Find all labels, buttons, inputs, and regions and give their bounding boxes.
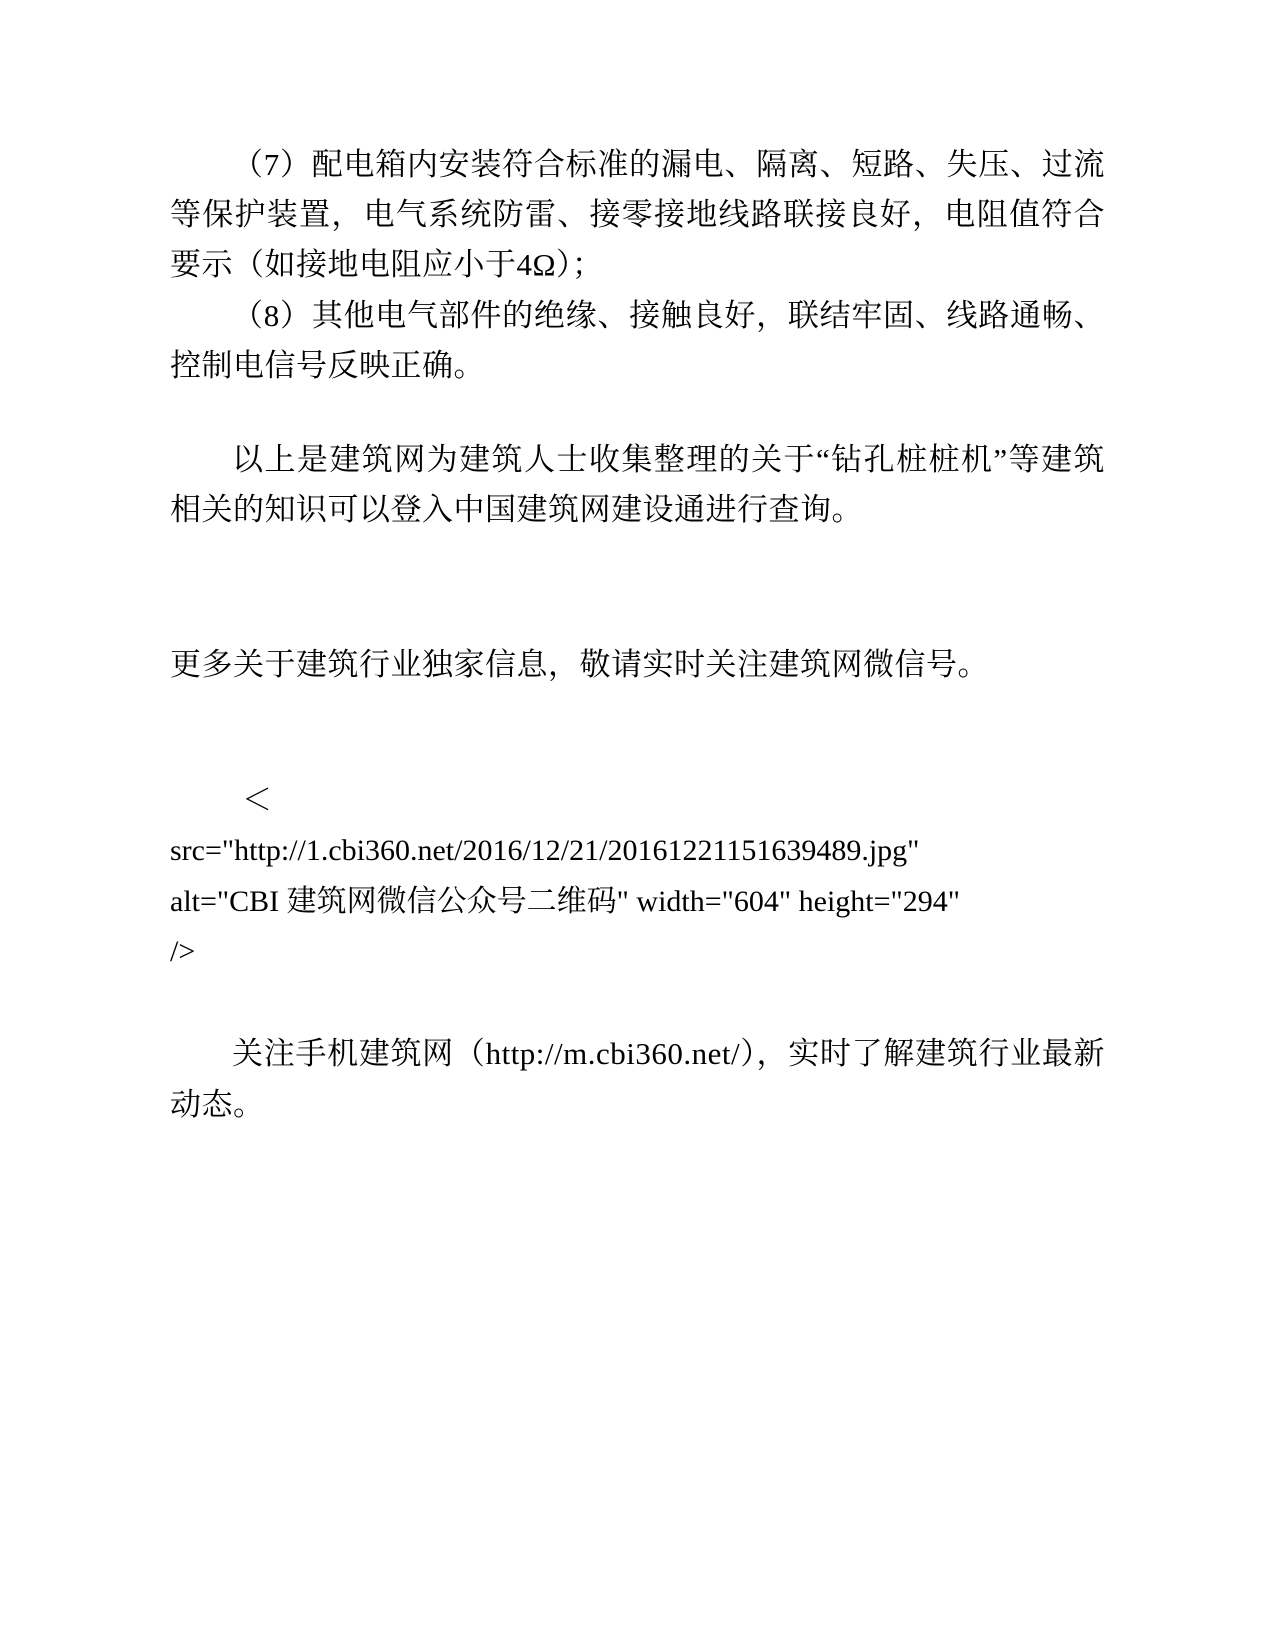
- code-line-3: alt="CBI 建筑网微信公众号二维码" width="604" height="294": [170, 884, 961, 918]
- code-line-4: />: [170, 934, 196, 968]
- paragraph-summary: 以上是建筑网为建筑人士收集整理的关于“钻孔桩桩机”等建筑相关的知识可以登入中国建筑网建设通进行查询。: [170, 442, 1105, 528]
- paragraph-item-7: （7）配电箱内安装符合标准的漏电、隔离、短路、失压、过流等保护装置，电气系统防雷、接零接地线路联接良好，电阻值符合要示（如接地电阻应小于4Ω）；: [170, 147, 1105, 283]
- paragraph-item-8: （8）其他电气部件的绝缘、接触良好，联结牢固、线路通畅、控制电信号反映正确。: [170, 297, 1105, 383]
- code-line-1: ＜: [242, 783, 272, 817]
- code-line-2: src="http://1.cbi360.net/2016/12/21/20161221151639489.jpg": [170, 834, 920, 868]
- paragraph-wechat-notice: 更多关于建筑行业独家信息，敬请实时关注建筑网微信号。: [170, 646, 989, 682]
- image-tag-code-block: [170, 776, 1105, 978]
- paragraph-footer: 关注手机建筑网（http://m.cbi360.net/），实时了解建筑行业最新动态。: [170, 1036, 1105, 1122]
